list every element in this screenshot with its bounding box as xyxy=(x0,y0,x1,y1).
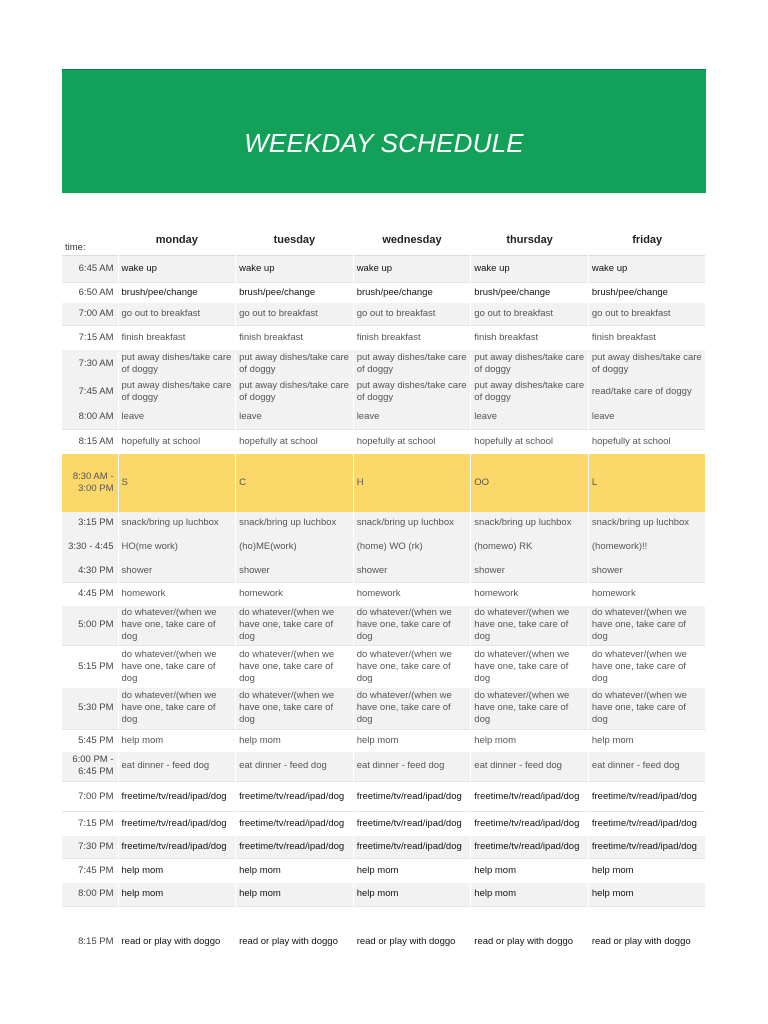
activity-cell-tuesday: freetime/tv/read/ipad/dog xyxy=(236,782,354,812)
activity-cell-friday: do whatever/(when we have one, take care of dog xyxy=(588,606,706,646)
time-cell: 5:15 PM xyxy=(62,646,118,688)
activity-cell-tuesday: hopefully at school xyxy=(236,430,354,454)
activity-cell-thursday: wake up xyxy=(471,256,589,283)
activity-cell-friday: snack/bring up luchbox xyxy=(588,512,706,534)
activity-cell-friday: L xyxy=(588,454,706,512)
activity-cell-thursday: help mom xyxy=(471,859,589,883)
activity-cell-friday: eat dinner - feed dog xyxy=(588,752,706,782)
activity-cell-wednesday: do whatever/(when we have one, take care of dog xyxy=(353,646,471,688)
time-cell: 6:00 PM - 6:45 PM xyxy=(62,752,118,782)
activity-cell-wednesday: finish breakfast xyxy=(353,326,471,350)
activity-cell-monday: freetime/tv/read/ipad/dog xyxy=(118,782,236,812)
table-row xyxy=(62,752,706,782)
time-cell: 7:30 PM xyxy=(62,836,118,859)
table-row xyxy=(62,512,706,534)
activity-cell-friday: help mom xyxy=(588,730,706,752)
time-cell: 3:30 - 4:45 xyxy=(62,534,118,560)
time-column-header: time: xyxy=(65,242,86,253)
activity-cell-tuesday: help mom xyxy=(236,730,354,752)
activity-cell-monday: homework xyxy=(118,583,236,606)
activity-cell-tuesday: brush/pee/change xyxy=(236,283,354,303)
time-cell: 8:00 PM xyxy=(62,883,118,907)
activity-cell-wednesday: hopefully at school xyxy=(353,430,471,454)
activity-cell-wednesday: do whatever/(when we have one, take care of dog xyxy=(353,606,471,646)
activity-cell-monday: put away dishes/take care of doggy xyxy=(118,350,236,378)
activity-cell-friday: read or play with doggo xyxy=(588,907,706,951)
activity-cell-thursday: brush/pee/change xyxy=(471,283,589,303)
activity-cell-thursday: homework xyxy=(471,583,589,606)
table-row xyxy=(62,782,706,812)
activity-cell-wednesday: homework xyxy=(353,583,471,606)
activity-cell-tuesday: eat dinner - feed dog xyxy=(236,752,354,782)
time-cell: 7:15 AM xyxy=(62,326,118,350)
activity-cell-thursday: read or play with doggo xyxy=(471,907,589,951)
activity-cell-thursday: finish breakfast xyxy=(471,326,589,350)
time-cell: 4:45 PM xyxy=(62,583,118,606)
page-title: WEEKDAY SCHEDULE xyxy=(244,128,524,158)
table-row xyxy=(62,606,706,646)
activity-cell-monday: finish breakfast xyxy=(118,326,236,350)
time-cell: 7:00 AM xyxy=(62,303,118,326)
activity-cell-wednesday: help mom xyxy=(353,883,471,907)
activity-cell-monday: wake up xyxy=(118,256,236,283)
table-row xyxy=(62,560,706,583)
table-row xyxy=(62,283,706,303)
activity-cell-thursday: leave xyxy=(471,406,589,430)
activity-cell-monday: snack/bring up luchbox xyxy=(118,512,236,534)
activity-cell-thursday: hopefully at school xyxy=(471,430,589,454)
table-row xyxy=(62,406,706,430)
activity-cell-wednesday: shower xyxy=(353,560,471,583)
time-cell: 6:45 AM xyxy=(62,256,118,283)
activity-cell-monday: help mom xyxy=(118,859,236,883)
activity-cell-monday: leave xyxy=(118,406,236,430)
activity-cell-wednesday: (home) WO (rk) xyxy=(353,534,471,560)
activity-cell-monday: freetime/tv/read/ipad/dog xyxy=(118,836,236,859)
activity-cell-tuesday: snack/bring up luchbox xyxy=(236,512,354,534)
day-header-thursday: thursday xyxy=(506,234,553,246)
activity-cell-thursday: do whatever/(when we have one, take care of dog xyxy=(471,688,589,730)
time-cell: 7:00 PM xyxy=(62,782,118,812)
table-row xyxy=(62,812,706,836)
activity-cell-monday: shower xyxy=(118,560,236,583)
table-row xyxy=(62,688,706,730)
activity-cell-tuesday: shower xyxy=(236,560,354,583)
activity-cell-tuesday: C xyxy=(236,454,354,512)
time-cell: 7:15 PM xyxy=(62,812,118,836)
time-cell: 7:45 AM xyxy=(62,378,118,406)
activity-cell-friday: do whatever/(when we have one, take care of dog xyxy=(588,646,706,688)
activity-cell-friday: read/take care of doggy xyxy=(588,378,706,406)
activity-cell-monday: HO(me work) xyxy=(118,534,236,560)
activity-cell-thursday: snack/bring up luchbox xyxy=(471,512,589,534)
activity-cell-friday: shower xyxy=(588,560,706,583)
table-row xyxy=(62,907,706,951)
activity-cell-tuesday: read or play with doggo xyxy=(236,907,354,951)
activity-cell-tuesday: do whatever/(when we have one, take care of dog xyxy=(236,606,354,646)
activity-cell-wednesday: leave xyxy=(353,406,471,430)
activity-cell-friday: brush/pee/change xyxy=(588,283,706,303)
activity-cell-thursday: put away dishes/take care of doggy xyxy=(471,350,589,378)
activity-cell-monday: freetime/tv/read/ipad/dog xyxy=(118,812,236,836)
activity-cell-friday: freetime/tv/read/ipad/dog xyxy=(588,782,706,812)
time-cell: 5:30 PM xyxy=(62,688,118,730)
activity-cell-wednesday: go out to breakfast xyxy=(353,303,471,326)
table-row xyxy=(62,430,706,454)
table-row xyxy=(62,730,706,752)
schedule-table xyxy=(62,225,706,951)
activity-cell-wednesday: snack/bring up luchbox xyxy=(353,512,471,534)
table-row xyxy=(62,350,706,378)
activity-cell-friday: put away dishes/take care of doggy xyxy=(588,350,706,378)
activity-cell-wednesday: help mom xyxy=(353,859,471,883)
activity-cell-thursday: OO xyxy=(471,454,589,512)
activity-cell-monday: help mom xyxy=(118,883,236,907)
table-row xyxy=(62,859,706,883)
activity-cell-monday: read or play with doggo xyxy=(118,907,236,951)
activity-cell-friday: freetime/tv/read/ipad/dog xyxy=(588,836,706,859)
activity-cell-thursday: shower xyxy=(471,560,589,583)
activity-cell-thursday: do whatever/(when we have one, take care of dog xyxy=(471,606,589,646)
activity-cell-tuesday: help mom xyxy=(236,859,354,883)
day-header-tuesday: tuesday xyxy=(273,234,316,246)
table-row xyxy=(62,256,706,283)
table-row xyxy=(62,303,706,326)
activity-cell-wednesday: brush/pee/change xyxy=(353,283,471,303)
activity-cell-monday: eat dinner - feed dog xyxy=(118,752,236,782)
activity-cell-monday: put away dishes/take care of doggy xyxy=(118,378,236,406)
activity-cell-wednesday: put away dishes/take care of doggy xyxy=(353,350,471,378)
activity-cell-tuesday: homework xyxy=(236,583,354,606)
activity-cell-tuesday: finish breakfast xyxy=(236,326,354,350)
activity-cell-friday: go out to breakfast xyxy=(588,303,706,326)
activity-cell-thursday: do whatever/(when we have one, take care of dog xyxy=(471,646,589,688)
activity-cell-friday: homework xyxy=(588,583,706,606)
activity-cell-thursday: freetime/tv/read/ipad/dog xyxy=(471,812,589,836)
time-cell: 8:30 AM - 3:00 PM xyxy=(62,454,118,512)
activity-cell-wednesday: put away dishes/take care of doggy xyxy=(353,378,471,406)
activity-cell-tuesday: wake up xyxy=(236,256,354,283)
activity-cell-tuesday: put away dishes/take care of doggy xyxy=(236,350,354,378)
activity-cell-wednesday: eat dinner - feed dog xyxy=(353,752,471,782)
day-header-monday: monday xyxy=(155,234,198,246)
table-row xyxy=(62,583,706,606)
activity-cell-thursday: eat dinner - feed dog xyxy=(471,752,589,782)
activity-cell-wednesday: help mom xyxy=(353,730,471,752)
activity-cell-tuesday: do whatever/(when we have one, take care of dog xyxy=(236,646,354,688)
activity-cell-monday: brush/pee/change xyxy=(118,283,236,303)
activity-cell-friday: freetime/tv/read/ipad/dog xyxy=(588,812,706,836)
day-header-wednesday: wednesday xyxy=(382,234,442,246)
activity-cell-friday: help mom xyxy=(588,883,706,907)
time-cell: 8:15 AM xyxy=(62,430,118,454)
activity-cell-wednesday: H xyxy=(353,454,471,512)
activity-cell-monday: do whatever/(when we have one, take care of dog xyxy=(118,688,236,730)
activity-cell-thursday: freetime/tv/read/ipad/dog xyxy=(471,836,589,859)
activity-cell-tuesday: do whatever/(when we have one, take care of dog xyxy=(236,688,354,730)
activity-cell-tuesday: freetime/tv/read/ipad/dog xyxy=(236,836,354,859)
table-row xyxy=(62,326,706,350)
activity-cell-friday: hopefully at school xyxy=(588,430,706,454)
activity-cell-wednesday: wake up xyxy=(353,256,471,283)
activity-cell-tuesday: (ho)ME(work) xyxy=(236,534,354,560)
activity-cell-thursday: freetime/tv/read/ipad/dog xyxy=(471,782,589,812)
time-cell: 7:45 PM xyxy=(62,859,118,883)
table-row xyxy=(62,646,706,688)
table-row xyxy=(62,454,706,512)
header-row xyxy=(62,225,706,256)
activity-cell-friday: help mom xyxy=(588,859,706,883)
activity-cell-tuesday: freetime/tv/read/ipad/dog xyxy=(236,812,354,836)
activity-cell-thursday: help mom xyxy=(471,730,589,752)
table-row xyxy=(62,836,706,859)
activity-cell-monday: S xyxy=(118,454,236,512)
activity-cell-tuesday: go out to breakfast xyxy=(236,303,354,326)
activity-cell-tuesday: put away dishes/take care of doggy xyxy=(236,378,354,406)
day-header-friday: friday xyxy=(632,234,663,246)
activity-cell-monday: help mom xyxy=(118,730,236,752)
activity-cell-monday: go out to breakfast xyxy=(118,303,236,326)
activity-cell-thursday: help mom xyxy=(471,883,589,907)
activity-cell-friday: leave xyxy=(588,406,706,430)
activity-cell-wednesday: freetime/tv/read/ipad/dog xyxy=(353,782,471,812)
table-row xyxy=(62,534,706,560)
activity-cell-friday: do whatever/(when we have one, take care of dog xyxy=(588,688,706,730)
activity-cell-wednesday: read or play with doggo xyxy=(353,907,471,951)
table-row xyxy=(62,378,706,406)
activity-cell-thursday: put away dishes/take care of doggy xyxy=(471,378,589,406)
time-cell: 5:00 PM xyxy=(62,606,118,646)
activity-cell-friday: (homework)!! xyxy=(588,534,706,560)
table-row xyxy=(62,883,706,907)
activity-cell-friday: finish breakfast xyxy=(588,326,706,350)
activity-cell-wednesday: do whatever/(when we have one, take care of dog xyxy=(353,688,471,730)
time-cell: 6:50 AM xyxy=(62,283,118,303)
activity-cell-monday: hopefully at school xyxy=(118,430,236,454)
activity-cell-thursday: go out to breakfast xyxy=(471,303,589,326)
time-cell: 8:00 AM xyxy=(62,406,118,430)
time-cell: 5:45 PM xyxy=(62,730,118,752)
time-cell: 4:30 PM xyxy=(62,560,118,583)
time-cell: 8:15 PM xyxy=(62,907,118,951)
activity-cell-friday: wake up xyxy=(588,256,706,283)
activity-cell-wednesday: freetime/tv/read/ipad/dog xyxy=(353,812,471,836)
time-cell: 7:30 AM xyxy=(62,350,118,378)
activity-cell-tuesday: leave xyxy=(236,406,354,430)
activity-cell-monday: do whatever/(when we have one, take care of dog xyxy=(118,606,236,646)
activity-cell-wednesday: freetime/tv/read/ipad/dog xyxy=(353,836,471,859)
activity-cell-monday: do whatever/(when we have one, take care of dog xyxy=(118,646,236,688)
activity-cell-thursday: (homewo) RK xyxy=(471,534,589,560)
time-cell: 3:15 PM xyxy=(62,512,118,534)
activity-cell-tuesday: help mom xyxy=(236,883,354,907)
